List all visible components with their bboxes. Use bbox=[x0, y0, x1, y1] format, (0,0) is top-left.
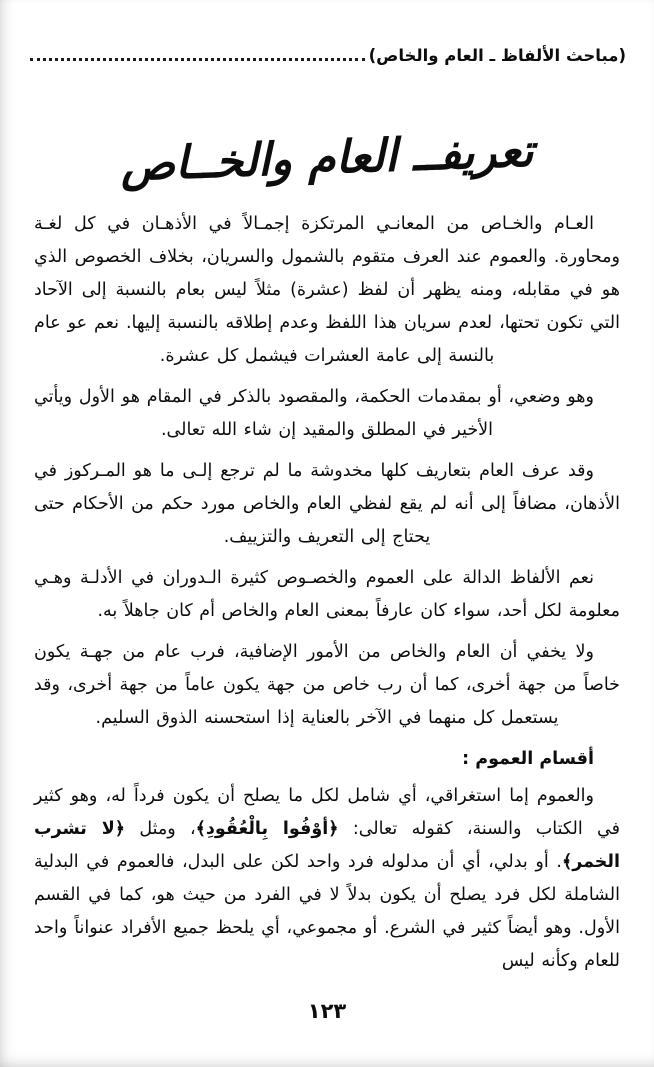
chapter-title-calligraphy: تعريفــ العام والخــاص bbox=[119, 123, 535, 192]
page-number: ١٢٣ bbox=[307, 999, 347, 1023]
dotted-leader bbox=[30, 58, 365, 61]
paragraph-segment: . أو بدلي، أي أن مدلوله فرد واحد لكن على البدل، فالعموم في البدلية الشاملة لكل فرد يصلح أن يكون بدلاً لا في الفرد من حيث هو، كما في القسم الأول. وهو أيضاً كثير في الشرع. أو مجموعي، أي يلحظ جميع الأفراد عنواناً واحد للعام وكأنه ليس bbox=[34, 852, 620, 971]
quran-quote: ﴿أوْفُوا بِالْعُقُودِ﴾ bbox=[195, 819, 339, 839]
body-paragraph: العـام والخـاص من المعانـي المرتكزة إجمـالاً في الأذهـان في كل لغـة ومحاورة. والعموم عند العرف متقوم بالشمول والسريان، بخلاف الخصوص الذي هو في مقابله، ومنه يظهر أن لفظ (عشرة) مثلاً ليس بعام بالنسبة إلى الآحاد التي تكون تحتها، لعدم سريان هذا اللفظ وعدم إطلاقه بالنسبة إليها. نعم عو عام بالنسة إلى عامة العشرات فيشمل كل عشرة. bbox=[34, 214, 620, 366]
paragraph-segment: ، ومثل bbox=[125, 819, 196, 839]
body-text bbox=[34, 208, 620, 735]
body-paragraph bbox=[34, 780, 620, 978]
paragraph-segment: والعموم إما استغراقي، أي شامل لكل ما يصلح أن يكون فرداً له، وهو كثير في الكتاب والسنة، كقوله تعالى: bbox=[34, 786, 620, 839]
quran-quote: ﴿لا تشرب الخمر﴾ bbox=[34, 819, 620, 872]
body-text-continued bbox=[34, 780, 620, 978]
body-paragraph: ولا يخفي أن العام والخاص من الأمور الإضافية، فرب عام من جهـة يكون خاصاً من جهة أخرى، كما أن رب خاص من جهة يكون عاماً من جهة أخرى، وقد يستعمل كل منهما في الآخر بالعناية إذا استحسنه الذوق السليم. bbox=[34, 642, 620, 728]
body-paragraph: نعم الألفاظ الدالة على العموم والخصـوص كثيرة الـدوران في الأدلـة وهـي معلومة لكل أحد، سواء كان عارفاً بمعنى العام والخاص أم كان جاهلاً به. bbox=[34, 568, 620, 621]
running-header bbox=[28, 46, 626, 65]
body-paragraph: وهو وضعي، أو بمقدمات الحكمة، والمقصود بالذكر في المقام هو الأول ويأتي الأخير في المطلق والمقيد إن شاء الله تعالى. bbox=[34, 387, 594, 440]
running-header-title: (مباحث الألفاظ ـ العام والخاص) bbox=[368, 46, 626, 65]
section-heading: أقسام العموم : bbox=[462, 749, 594, 769]
body-paragraph: وقد عرف العام بتعاريف كلها مخدوشة ما لم ترجع إلـى ما هو المـركوز في الأذهان، مضافاً إلى أنه لم يقع لفظي العام والخاص مورد حكم من الأحكام حتى يحتاج إلى التعريف والتزييف. bbox=[34, 461, 620, 547]
